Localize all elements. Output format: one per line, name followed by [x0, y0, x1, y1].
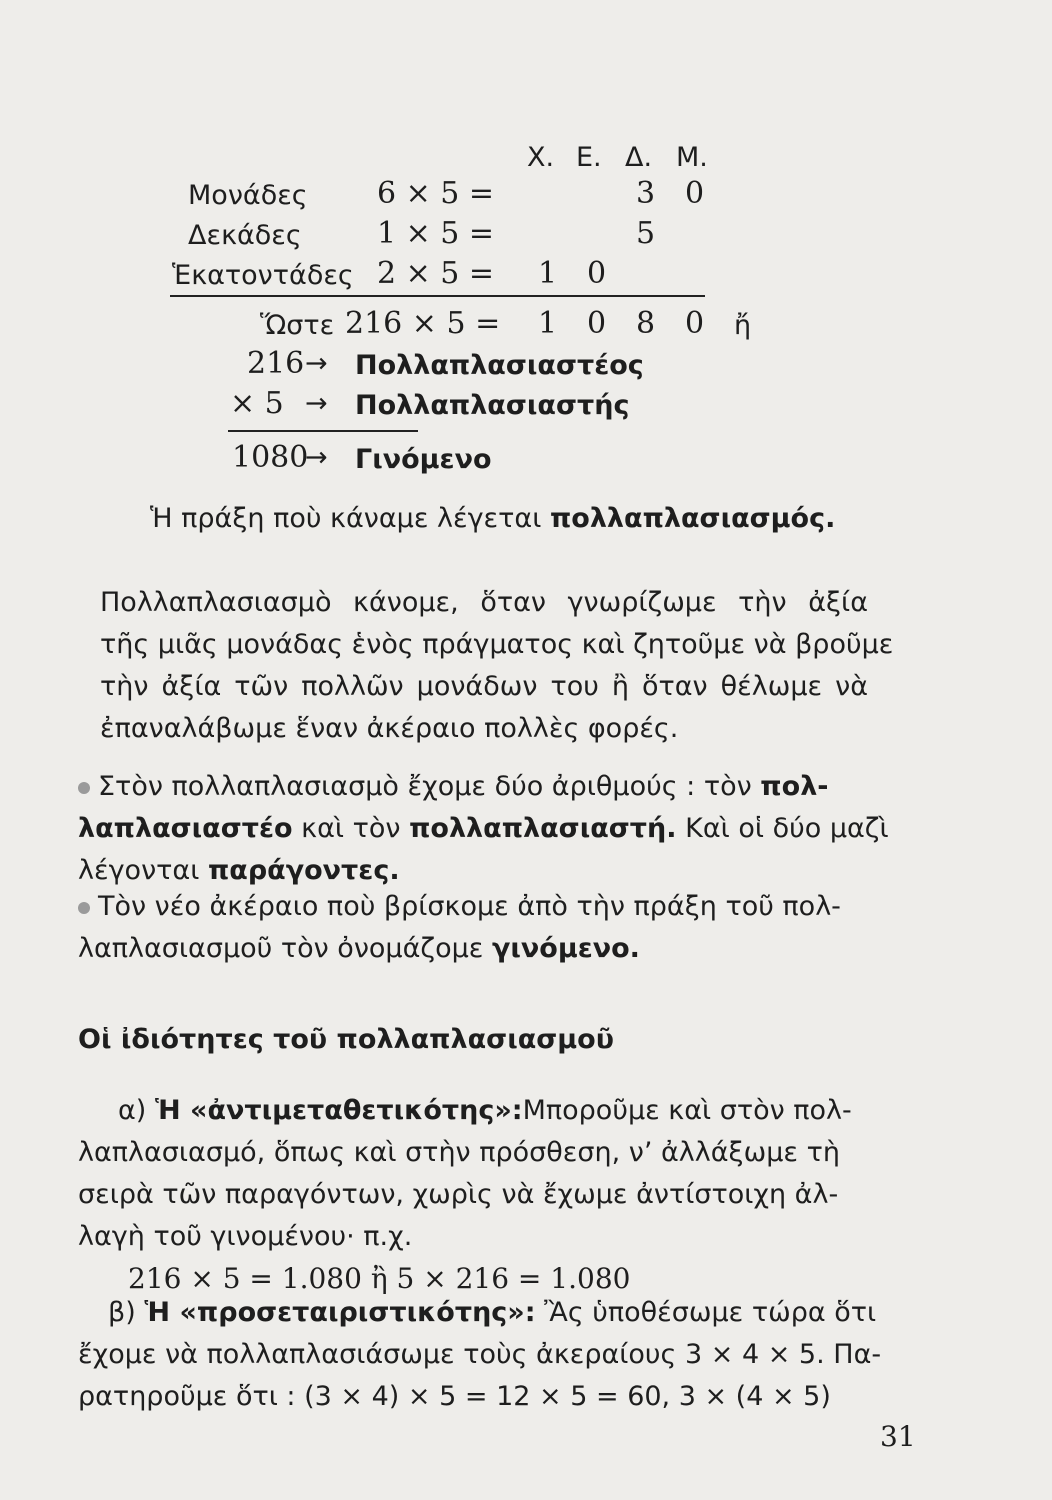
- text-line: β) Ἡ «προσεταιριστικότης»: Ἂς ὑποθέσωμε τώρα ὅτι: [108, 1297, 877, 1328]
- digit: 5: [636, 216, 656, 251]
- row-label-units: Μονάδες: [188, 180, 308, 211]
- digit: 0: [685, 176, 705, 211]
- bullet-icon: [78, 782, 90, 794]
- digit: 0: [587, 256, 607, 291]
- total-expr: 216 × 5 =: [345, 306, 501, 341]
- total-label: Ὥστε: [260, 310, 335, 341]
- digit: 8: [636, 306, 656, 341]
- term-name: Πολλαπλασιαστέος: [355, 350, 644, 381]
- col-header-hundreds: Ε.: [576, 142, 602, 173]
- text-line: Τὸν νέο ἀκέραιο ποὺ βρίσκομε ἀπὸ τὴν πράξη τοῦ πολ-: [78, 886, 908, 928]
- sum-rule: [170, 295, 705, 297]
- digit: 3: [636, 176, 656, 211]
- factors-paragraph: [78, 766, 908, 892]
- property-a-paragraph: [78, 1090, 908, 1300]
- text-line: Στὸν πολλαπλασιασμὸ ἔχομε δύο ἀριθμούς : τὸν πολ-: [78, 766, 908, 808]
- property-b-paragraph: [78, 1292, 908, 1418]
- text-line: λαπλασιασμό, ὅπως καὶ στὴν πρόσθεση, ν’ ἀλλάξωμε τὴ: [78, 1137, 840, 1168]
- page-number: 31: [880, 1420, 916, 1453]
- product-rule: [228, 430, 418, 432]
- row-expr-hundreds: 2 × 5 =: [377, 256, 495, 291]
- digit: 1: [538, 256, 558, 291]
- text-line: τῆς μιᾶς μονάδας ἑνὸς πράγματος καὶ ζητοῦμε νὰ βροῦμε: [100, 629, 894, 660]
- term-name: Γινόμενο: [355, 444, 492, 475]
- text-line: ἔχομε νὰ πολλαπλασιάσωμε τοὺς ἀκεραίους 3 × 4 × 5. Πα-: [78, 1339, 882, 1370]
- total-suffix: ἤ: [734, 310, 752, 341]
- row-expr-units: 6 × 5 =: [377, 176, 495, 211]
- text-line: σειρὰ τῶν παραγόντων, χωρὶς νὰ ἔχωμε ἀντίστοιχη ἀλ-: [78, 1179, 839, 1210]
- arrow-icon: →: [305, 388, 328, 419]
- section-heading: Οἱ ἰδιότητες τοῦ πολλαπλασιασμοῦ: [78, 1024, 614, 1055]
- term-number: 216: [247, 346, 305, 381]
- term-name: Πολλαπλασιαστής: [355, 390, 630, 421]
- digit: 0: [587, 306, 607, 341]
- sentence-bold: πολλαπλασιασμός.: [549, 503, 836, 534]
- text-line: α) Ἡ «ἀντιμεταθετικότης»:Μποροῦμε καὶ στὸν πολ-: [118, 1095, 852, 1126]
- text-line: λαπλασιαστέο καὶ τὸν πολλαπλασιαστή. Καὶ οἱ δύο μαζὶ: [78, 813, 889, 844]
- term-number: × 5: [230, 386, 284, 421]
- term-number: 1080: [232, 440, 309, 475]
- digit: 0: [685, 306, 705, 341]
- col-header-thousands: Χ.: [527, 142, 555, 173]
- row-expr-tens: 1 × 5 =: [377, 216, 495, 251]
- sentence-text: Ἡ πράξη ποὺ κάναμε λέγεται: [150, 503, 542, 534]
- digit: 1: [538, 306, 558, 341]
- product-paragraph: [78, 886, 908, 970]
- col-header-units: Μ.: [676, 142, 708, 173]
- row-label-tens: Δεκάδες: [188, 220, 302, 251]
- arrow-icon: →: [305, 348, 328, 379]
- bullet-icon: [78, 902, 90, 914]
- definition-paragraph: [100, 582, 894, 750]
- arrow-icon: →: [305, 442, 328, 473]
- col-header-tens: Δ.: [625, 142, 653, 173]
- text-line: ρατηροῦμε ὅτι : (3 × 4) × 5 = 12 × 5 = 60, 3 × (4 × 5): [78, 1381, 831, 1412]
- text-line: λέγονται παράγοντες.: [78, 855, 400, 886]
- example-line: 216 × 5 = 1.080 ἢ 5 × 216 = 1.080: [128, 1262, 631, 1295]
- operation-sentence: [150, 503, 835, 534]
- text-line: λαγὴ τοῦ γινομένου· π.χ.: [78, 1221, 413, 1252]
- text-line: Πολλαπλασιασμὸ κάνομε, ὅταν γνωρίζωμε τὴν ἀξία: [100, 587, 868, 618]
- row-label-hundreds: Ἑκατοντάδες: [172, 260, 354, 291]
- text-line: ἐπαναλάβωμε ἕναν ἀκέραιο πολλὲς φορές.: [100, 713, 679, 744]
- text-line: λαπλασιασμοῦ τὸν ὀνομάζομε γινόμενο.: [78, 933, 640, 964]
- text-line: τὴν ἀξία τῶν πολλῶν μονάδων του ἢ ὅταν θέλωμε νὰ: [100, 671, 868, 702]
